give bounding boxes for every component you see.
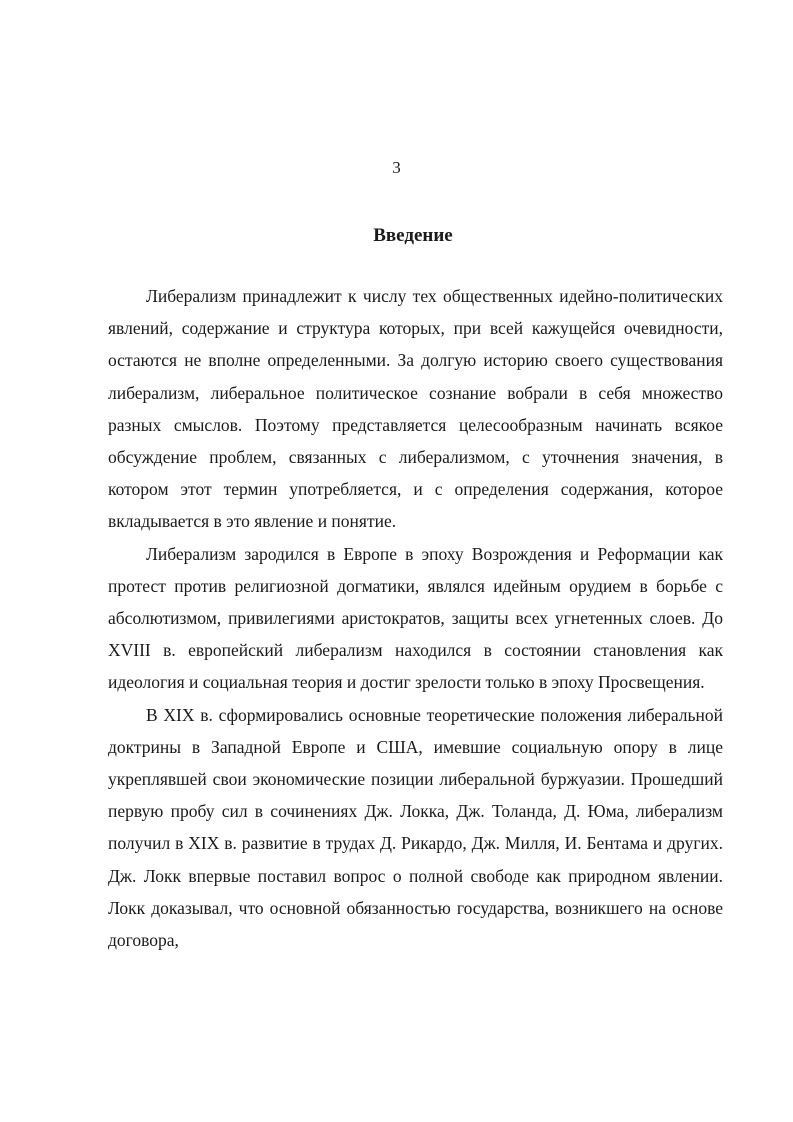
section-heading: Введение <box>373 225 453 246</box>
paragraph-3: В XIX в. сформировались основные теоретические положения либеральной доктрины в Западной Европе и США, имевшие социальную опору в лице укреплявшей свои экономические позиции либеральной буржуазии. Прошедший первую пробу сил в сочинениях Дж. Локка, Дж. Толанда, Д. Юма, либерализм получил в XIX в. развитие в трудах Д. Рикардо, Дж. Милля, И. Бентама и других. Дж. Локк впервые поставил вопрос о полной свободе как природном явлении. Локк доказывал, что основной обязанностью государства, возникшего на основе договора, <box>108 704 723 951</box>
paragraph-2: Либерализм зародился в Европе в эпоху Возрождения и Реформации как протест против религиозной догматики, являлся идейным орудием в борьбе с абсолютизмом, привилегиями аристократов, защиты всех угнетенных слоев. До XVIII в. европейский либерализм находился в состоянии становления как идеология и социальная теория и достиг зрелости только в эпоху Просвещения. <box>108 543 723 693</box>
page-number: 3 <box>392 158 401 177</box>
paragraph-1: Либерализм принадлежит к числу тех общественных идейно-политических явлений, содержание и структура которых, при всей кажущейся очевидности, остаются не вполне определенными. За долгую историю своего существования либерализм, либеральное политическое сознание вобрали в себя множество разных смыслов. Поэтому представляется целесообразным начинать всякое обсуждение проблем, связанных с либерализмом, с уточнения значения, в котором этот термин употребляется, и с определения содержания, которое вкладывается в это явление и понятие. <box>108 286 723 532</box>
body-text <box>108 280 723 956</box>
